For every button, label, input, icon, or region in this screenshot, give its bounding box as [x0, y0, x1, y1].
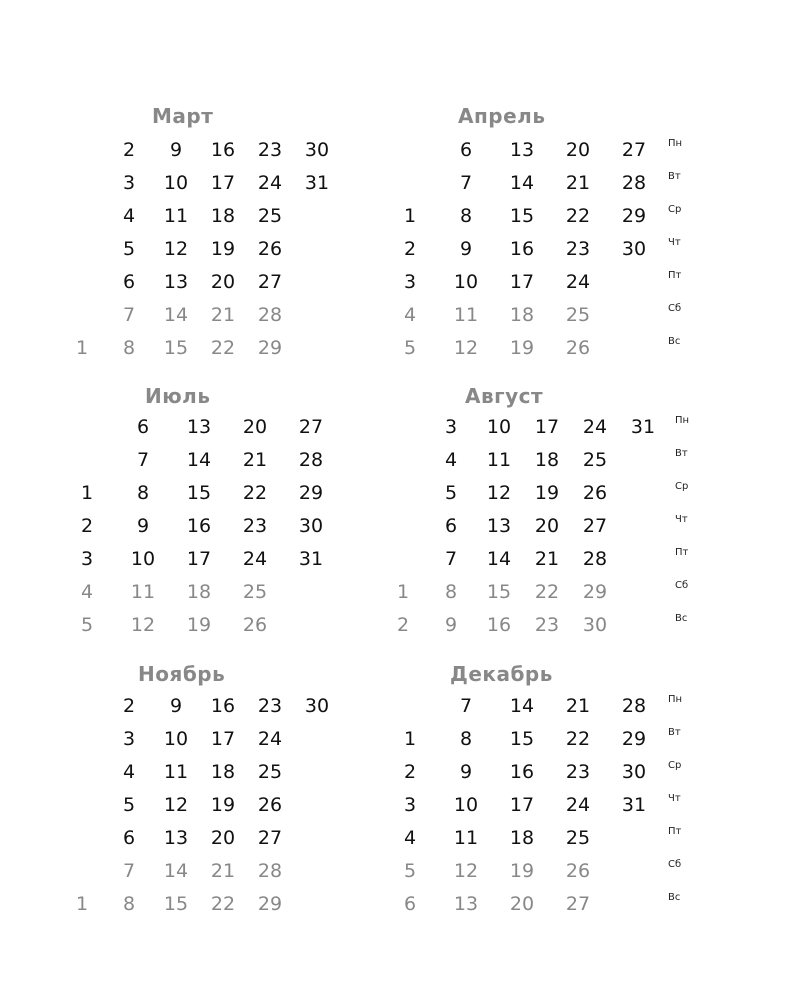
day-cell: 6: [136, 416, 150, 438]
day-cell: 12: [163, 794, 189, 816]
day-cell: 24: [565, 271, 591, 293]
day-cell: 24: [582, 416, 608, 438]
weekday-label: Чт: [668, 793, 681, 804]
day-cell: 26: [582, 482, 608, 504]
day-cell: 3: [80, 548, 94, 570]
day-cell: 11: [453, 827, 479, 849]
day-cell: 7: [122, 860, 136, 882]
day-cell: 4: [122, 761, 136, 783]
day-cell: 13: [163, 271, 189, 293]
day-cell: 22: [565, 205, 591, 227]
day-cell: 17: [534, 416, 560, 438]
day-cell: 14: [486, 548, 512, 570]
day-cell: 27: [257, 827, 283, 849]
day-cell: 1: [403, 728, 417, 750]
month-title: Июль: [145, 384, 211, 408]
day-cell: 21: [565, 172, 591, 194]
day-cell: 28: [257, 304, 283, 326]
day-cell: 14: [186, 449, 212, 471]
weekday-label: Вс: [668, 336, 681, 347]
day-cell: 14: [509, 695, 535, 717]
day-cell: 30: [304, 695, 330, 717]
day-cell: 30: [621, 238, 647, 260]
day-cell: 27: [257, 271, 283, 293]
weekday-label: Ср: [675, 481, 689, 492]
weekday-label: Вт: [668, 171, 681, 182]
weekday-label: Вс: [675, 613, 688, 624]
day-cell: 8: [136, 482, 150, 504]
day-cell: 28: [621, 695, 647, 717]
day-cell: 23: [565, 238, 591, 260]
day-cell: 10: [453, 271, 479, 293]
day-cell: 8: [122, 893, 136, 915]
day-cell: 4: [403, 827, 417, 849]
weekday-label: Сб: [668, 859, 682, 870]
day-cell: 12: [163, 238, 189, 260]
weekday-label: Пт: [668, 826, 682, 837]
day-cell: 13: [163, 827, 189, 849]
weekday-label: Сб: [675, 580, 689, 591]
day-cell: 23: [257, 695, 283, 717]
weekday-label: Чт: [668, 237, 681, 248]
day-cell: 16: [486, 614, 512, 636]
day-cell: 22: [210, 337, 236, 359]
day-cell: 28: [621, 172, 647, 194]
day-cell: 26: [565, 860, 591, 882]
day-cell: 9: [136, 515, 150, 537]
day-cell: 8: [122, 337, 136, 359]
day-cell: 11: [163, 205, 189, 227]
day-cell: 21: [210, 304, 236, 326]
day-cell: 2: [396, 614, 410, 636]
day-cell: 17: [509, 271, 535, 293]
day-cell: 12: [453, 860, 479, 882]
day-cell: 3: [403, 271, 417, 293]
day-cell: 26: [242, 614, 268, 636]
day-cell: 31: [304, 172, 330, 194]
day-cell: 25: [257, 205, 283, 227]
day-cell: 26: [257, 794, 283, 816]
day-cell: 17: [186, 548, 212, 570]
day-cell: 7: [136, 449, 150, 471]
day-cell: 8: [459, 728, 473, 750]
day-cell: 17: [210, 172, 236, 194]
month-title: Апрель: [458, 104, 546, 128]
day-cell: 21: [565, 695, 591, 717]
day-cell: 19: [210, 238, 236, 260]
day-cell: 11: [163, 761, 189, 783]
day-cell: 28: [582, 548, 608, 570]
day-cell: 26: [565, 337, 591, 359]
day-cell: 24: [242, 548, 268, 570]
day-cell: 7: [459, 172, 473, 194]
day-cell: 15: [163, 893, 189, 915]
day-cell: 17: [509, 794, 535, 816]
day-cell: 15: [163, 337, 189, 359]
day-cell: 20: [242, 416, 268, 438]
day-cell: 1: [75, 893, 89, 915]
day-cell: 9: [444, 614, 458, 636]
day-cell: 3: [403, 794, 417, 816]
day-cell: 25: [242, 581, 268, 603]
day-cell: 20: [210, 827, 236, 849]
day-cell: 28: [257, 860, 283, 882]
day-cell: 6: [122, 827, 136, 849]
day-cell: 8: [444, 581, 458, 603]
day-cell: 16: [509, 761, 535, 783]
day-cell: 25: [565, 827, 591, 849]
day-cell: 22: [210, 893, 236, 915]
day-cell: 19: [210, 794, 236, 816]
day-cell: 27: [582, 515, 608, 537]
day-cell: 16: [210, 139, 236, 161]
day-cell: 27: [621, 139, 647, 161]
day-cell: 21: [242, 449, 268, 471]
day-cell: 6: [122, 271, 136, 293]
day-cell: 11: [130, 581, 156, 603]
day-cell: 25: [582, 449, 608, 471]
weekday-label: Пт: [675, 547, 689, 558]
day-cell: 6: [403, 893, 417, 915]
day-cell: 10: [130, 548, 156, 570]
day-cell: 23: [242, 515, 268, 537]
day-cell: 11: [486, 449, 512, 471]
day-cell: 4: [80, 581, 94, 603]
weekday-label: Вт: [668, 727, 681, 738]
weekday-label: Пн: [668, 694, 683, 705]
day-cell: 2: [403, 238, 417, 260]
day-cell: 5: [444, 482, 458, 504]
day-cell: 2: [122, 695, 136, 717]
day-cell: 5: [403, 337, 417, 359]
day-cell: 21: [210, 860, 236, 882]
day-cell: 19: [509, 860, 535, 882]
day-cell: 24: [257, 172, 283, 194]
day-cell: 31: [621, 794, 647, 816]
weekday-label: Сб: [668, 303, 682, 314]
day-cell: 13: [486, 515, 512, 537]
day-cell: 12: [453, 337, 479, 359]
day-cell: 25: [565, 304, 591, 326]
day-cell: 10: [163, 728, 189, 750]
day-cell: 14: [509, 172, 535, 194]
day-cell: 16: [210, 695, 236, 717]
day-cell: 1: [396, 581, 410, 603]
day-cell: 30: [298, 515, 324, 537]
day-cell: 5: [122, 238, 136, 260]
day-cell: 19: [186, 614, 212, 636]
day-cell: 19: [509, 337, 535, 359]
day-cell: 24: [565, 794, 591, 816]
day-cell: 18: [210, 761, 236, 783]
weekday-label: Пт: [668, 270, 682, 281]
weekday-label: Вт: [675, 448, 688, 459]
day-cell: 15: [509, 205, 535, 227]
weekday-label: Пн: [675, 415, 690, 426]
day-cell: 29: [621, 728, 647, 750]
day-cell: 6: [459, 139, 473, 161]
day-cell: 13: [509, 139, 535, 161]
day-cell: 10: [453, 794, 479, 816]
day-cell: 18: [509, 827, 535, 849]
day-cell: 31: [630, 416, 656, 438]
day-cell: 3: [122, 172, 136, 194]
day-cell: 15: [186, 482, 212, 504]
day-cell: 6: [444, 515, 458, 537]
day-cell: 29: [257, 893, 283, 915]
weekday-label: Ср: [668, 204, 682, 215]
day-cell: 9: [169, 695, 183, 717]
day-cell: 27: [298, 416, 324, 438]
day-cell: 29: [298, 482, 324, 504]
day-cell: 1: [75, 337, 89, 359]
day-cell: 2: [403, 761, 417, 783]
day-cell: 24: [257, 728, 283, 750]
weekday-label: Вс: [668, 892, 681, 903]
day-cell: 1: [80, 482, 94, 504]
day-cell: 10: [163, 172, 189, 194]
day-cell: 7: [444, 548, 458, 570]
day-cell: 3: [122, 728, 136, 750]
month-title: Ноябрь: [138, 662, 226, 686]
day-cell: 18: [210, 205, 236, 227]
day-cell: 15: [509, 728, 535, 750]
day-cell: 10: [486, 416, 512, 438]
day-cell: 29: [621, 205, 647, 227]
day-cell: 9: [169, 139, 183, 161]
day-cell: 8: [459, 205, 473, 227]
day-cell: 23: [257, 139, 283, 161]
day-cell: 20: [565, 139, 591, 161]
day-cell: 28: [298, 449, 324, 471]
day-cell: 21: [534, 548, 560, 570]
day-cell: 4: [403, 304, 417, 326]
day-cell: 16: [186, 515, 212, 537]
day-cell: 25: [257, 761, 283, 783]
day-cell: 14: [163, 304, 189, 326]
day-cell: 16: [509, 238, 535, 260]
day-cell: 11: [453, 304, 479, 326]
day-cell: 30: [582, 614, 608, 636]
day-cell: 23: [534, 614, 560, 636]
day-cell: 30: [621, 761, 647, 783]
day-cell: 23: [565, 761, 591, 783]
day-cell: 22: [565, 728, 591, 750]
day-cell: 20: [210, 271, 236, 293]
weekday-label: Пн: [668, 138, 683, 149]
day-cell: 5: [80, 614, 94, 636]
day-cell: 12: [486, 482, 512, 504]
day-cell: 5: [122, 794, 136, 816]
day-cell: 12: [130, 614, 156, 636]
day-cell: 4: [444, 449, 458, 471]
weekday-label: Чт: [675, 514, 688, 525]
day-cell: 4: [122, 205, 136, 227]
day-cell: 18: [509, 304, 535, 326]
day-cell: 20: [509, 893, 535, 915]
day-cell: 7: [459, 695, 473, 717]
month-title: Август: [465, 384, 544, 408]
day-cell: 2: [80, 515, 94, 537]
day-cell: 13: [453, 893, 479, 915]
day-cell: 31: [298, 548, 324, 570]
day-cell: 22: [534, 581, 560, 603]
day-cell: 9: [459, 238, 473, 260]
day-cell: 17: [210, 728, 236, 750]
day-cell: 20: [534, 515, 560, 537]
day-cell: 15: [486, 581, 512, 603]
day-cell: 14: [163, 860, 189, 882]
day-cell: 18: [186, 581, 212, 603]
day-cell: 13: [186, 416, 212, 438]
day-cell: 26: [257, 238, 283, 260]
day-cell: 30: [304, 139, 330, 161]
month-title: Декабрь: [450, 662, 553, 686]
day-cell: 5: [403, 860, 417, 882]
day-cell: 9: [459, 761, 473, 783]
day-cell: 27: [565, 893, 591, 915]
day-cell: 29: [257, 337, 283, 359]
day-cell: 18: [534, 449, 560, 471]
day-cell: 22: [242, 482, 268, 504]
day-cell: 19: [534, 482, 560, 504]
day-cell: 1: [403, 205, 417, 227]
weekday-label: Ср: [668, 760, 682, 771]
month-title: Март: [152, 104, 214, 128]
day-cell: 2: [122, 139, 136, 161]
day-cell: 3: [444, 416, 458, 438]
day-cell: 7: [122, 304, 136, 326]
day-cell: 29: [582, 581, 608, 603]
